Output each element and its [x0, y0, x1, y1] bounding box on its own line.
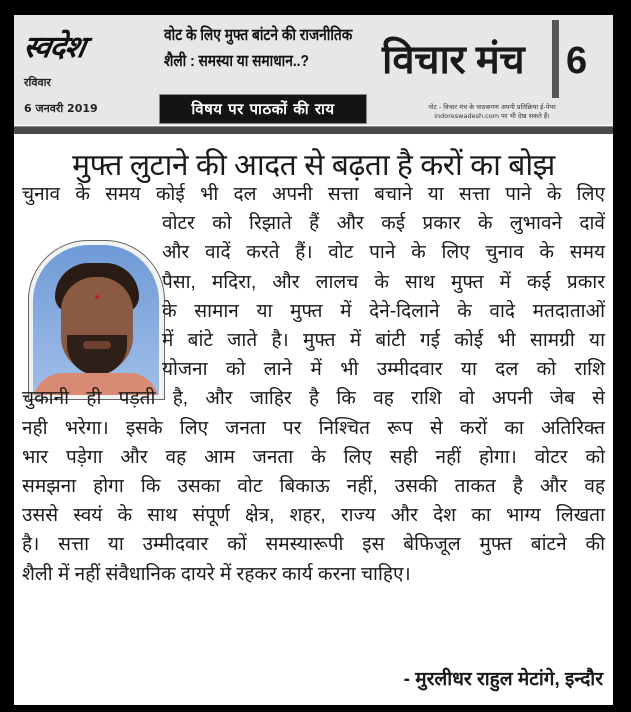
day-label: रविवार — [24, 76, 51, 89]
body-line: नही भरेगा। इसके लिए जनता पर निश्चित रूप से करों का अतिरिक्त — [22, 417, 605, 439]
body-line: समझना होगा कि उसका वोट बिकाऊ नहीं, उसकी ताकत है और वह — [22, 476, 605, 498]
masthead — [14, 15, 613, 125]
body-line: में बांटे जाते है। मुफ्त में बांटी गई कोई भी सामग्री या — [162, 330, 605, 352]
note-line-1: नोट - विचार मंच के पाठकगण अपनी प्रतिक्रिया ई-पेपर — [428, 103, 556, 111]
article-headline: मुफ्त लुटाने की आदत से बढ़ता है करों का बोझ — [72, 149, 555, 182]
body-line: चुकानी ही पड़ती है, और जाहिर है कि वह राशि वो अपनी जेब से — [22, 388, 605, 410]
note-line-2: indoreswadesh.com पर भी देख सकते हैं। — [434, 112, 550, 120]
body-line: योजना को लाने में भी उम्मीदवार या दल को राशि — [162, 359, 605, 381]
epaper-note — [392, 103, 592, 121]
body-line: शैली में नहीं संवैधानिक दायरे में रहकर कार्य करना चाहिए। — [22, 563, 411, 585]
topic-line-1: वोट के लिए मुफ्त बांटने की राजनीतिक — [164, 27, 353, 44]
date-label: 6 जनवरी 2019 — [24, 102, 98, 115]
body-line: पैसा, मदिरा, और लालच के साथ मुफ्त में कई प्रकार — [162, 271, 605, 293]
author-byline: - मुरलीधर राहुल मेटांगे, इन्दौर — [403, 669, 603, 690]
topic-line-2: शैली : समस्या या समाधान..? — [164, 53, 309, 70]
body-line: के सामान या मुफ्त में देने-दिलाने के वादे मतदाताओं — [162, 300, 605, 322]
section-divider-bar — [552, 20, 559, 98]
masthead-divider — [14, 126, 613, 134]
topic-heading — [164, 23, 362, 75]
body-line: है। सत्ता या उम्मीदवार कों समस्यारूपी इस बेफिजूल मुफ्त बांटने की — [22, 534, 605, 556]
page-number: 6 — [566, 40, 588, 82]
newspaper-logo: स्वदेश — [20, 30, 88, 65]
body-line: और वादें करते हैं। वोट पाने के लिए चुनाव के समय — [162, 242, 605, 264]
body-line: भार पड़ेगा और वह आम जनता के लिए सही नहीं होगा। वोटर को — [22, 446, 605, 468]
article-body — [22, 180, 605, 589]
topic-banner: विषय पर पाठकों की राय — [159, 94, 367, 124]
section-title: विचार मंच — [382, 38, 525, 82]
newspaper-page — [14, 15, 613, 705]
body-line: वोटर को रिझाते हैं और कई प्रकार के लुभावने दावें — [162, 213, 605, 235]
body-line: चुनाव के समय कोई भी दल अपनी सत्ता बचाने या सत्ता पाने के लिए — [22, 184, 605, 205]
body-line: उससे स्वयं के साथ संपूर्ण क्षेत्र, शहर, राज्य और देश का भाग्य लिखता — [22, 505, 605, 527]
